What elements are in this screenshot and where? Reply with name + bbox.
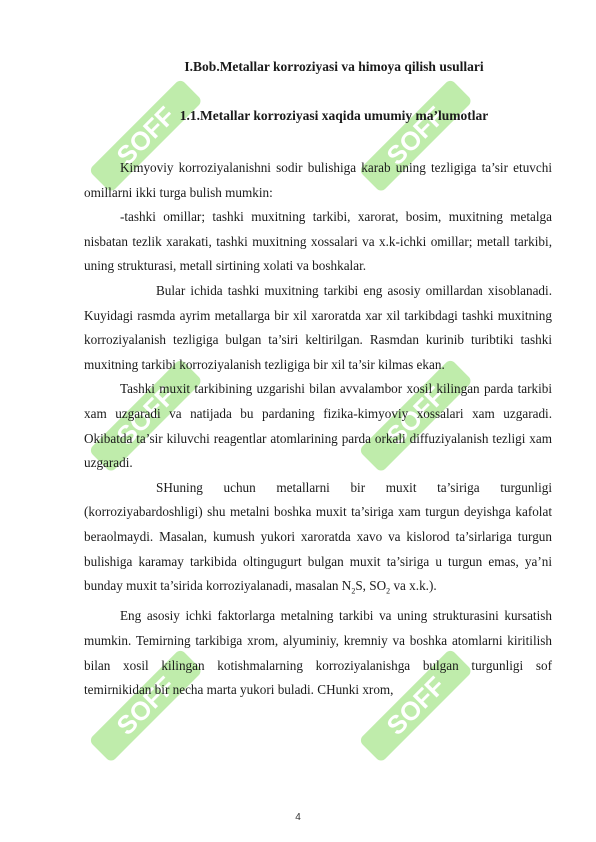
paragraph: Bular ichida tashki muxitning tarkibi eng asosiy omillardan xisoblanadi. Kuyidagi rasmda ayrim metallarga bir xil xaroratda xar xil tarkibdagi tashki muxitning korroziyalanish tezligiga bulgan ta’siri keltirilgan. Rasmdan kurinib turibtiki tashki muxitning tarkibi korroziyalanish tezligiga bir xil ta’sir kilmas ekan. — [84, 282, 552, 372]
svg-text:SOFF: SOFF — [380, 670, 451, 741]
formula-subscript: 2 — [386, 586, 391, 596]
paragraph: Kimyoviy korroziyalanishni sodir bulishiga karab uning tezligiga ta’sir etuvchi omillarni ikki turga bulish mumkin: — [84, 160, 552, 200]
svg-text:SOFF: SOFF — [110, 380, 181, 451]
page-number: 4 — [295, 812, 301, 823]
section-title: 1.1.Metallar korroziyasi xaqida umumiy ma’lumotlar — [179, 108, 489, 123]
svg-text:SOFF: SOFF — [110, 100, 181, 171]
formula-tail: va x.k.). — [390, 578, 437, 594]
paragraph-text: SHuning uchun metallarni bir muxit ta’siriga turgunligi (korroziyabardoshligi) shu metalni boshka muxit ta’siriga xam turgun deyishga kafolat beraolmaydi. Masalan, kumush yukori xaroratda xavo va kislorod ta’sirlariga turgun bulishiga karamay tarkibida oltingugurt bulgan muxit ta’siriga u turgun emas, ya’ni bunday muxit ta’sirida korroziyalanadi, masalan N — [84, 479, 552, 594]
paragraph: Eng asosiy ichki faktorlarga metalning tarkibi va uning strukturasini kursatish mumkin. Temirning tarkibiga xrom, alyuminiy, kremniy va boshka atomlarni kiritilish bilan xosil kilingan kotishmalarning korroziyalanishga bulgan turgunligi sof temirnikidan bir necha marta yukori buladi. CHunki xrom, — [84, 608, 552, 698]
svg-text:SOFF: SOFF — [380, 100, 451, 171]
formula-text: S, SO — [355, 578, 387, 594]
paragraph: -tashki omillar; tashki muxitning tarkibi, xarorat, bosim, muxitning metalga nisbatan tezlik xarakati, tashki muxitning xossalari va x.k-ichki omillar; metall tarkibi, uning strukturasi, metall sirtining xolati va boshkalar. — [84, 209, 552, 274]
formula-subscript: 2 — [351, 586, 356, 596]
svg-text:SOFF: SOFF — [110, 670, 181, 741]
svg-text:SOFF: SOFF — [380, 380, 451, 451]
chapter-title: I.Bob.Metallar korroziyasi va himoya qilish usullari — [184, 59, 484, 74]
paragraph-with-formula — [84, 476, 552, 605]
body-text — [84, 156, 552, 703]
paragraph: Tashki muxit tarkibining uzgarishi bilan avvalambor xosil kilingan parda tarkibi xam uzgaradi va natijada bu pardaning fizika-kimyoviy xossalari xam uzgaradi. Okibatda ta’sir kiluvchi reagentlar atomlarining parda orkali diffuziyalanish tezligi xam uzgaradi. — [84, 381, 552, 471]
